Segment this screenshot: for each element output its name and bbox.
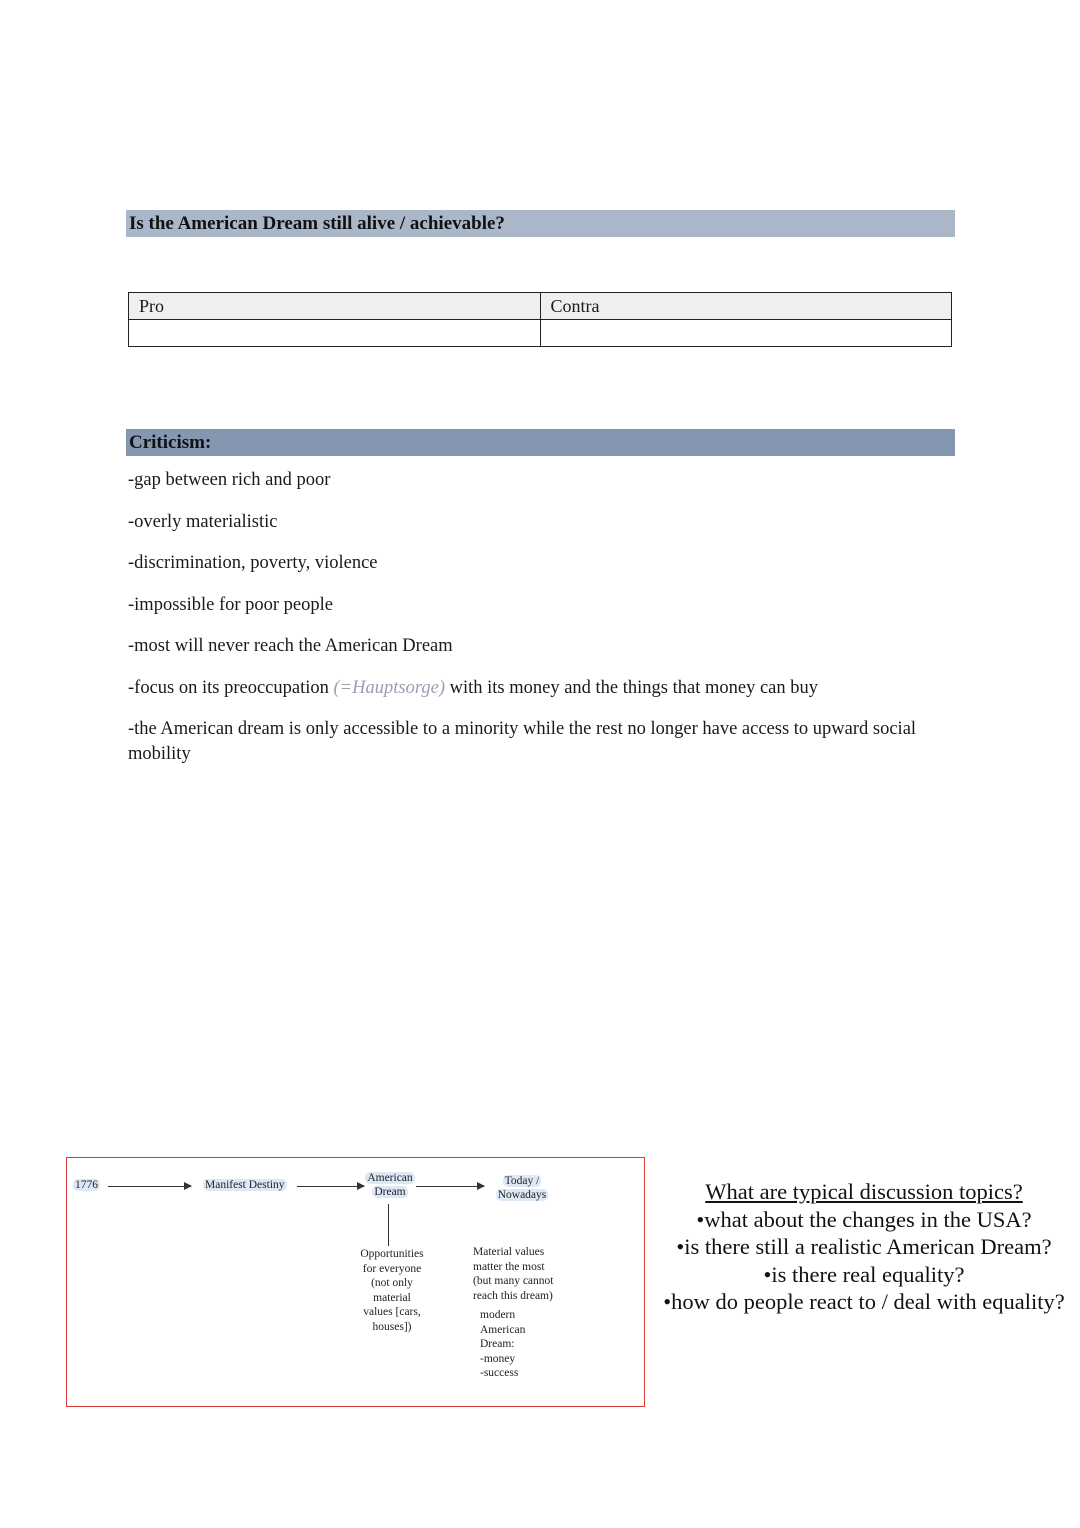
list-item: •is there still a realistic American Dream?: [676, 1234, 1052, 1259]
list-item: •what about the changes in the USA?: [696, 1206, 1032, 1232]
list-item: -the American dream is only accessible to a minority while the rest no longer have access to upward social mobility: [128, 719, 917, 764]
list-item: -discrimination, poverty, violence: [128, 553, 378, 573]
contra-cell: [540, 320, 952, 347]
opportunities-note: Opportunities for everyone (not only material values [cars, houses]): [360, 1248, 424, 1333]
list-item: -impossible for poor people: [128, 594, 333, 615]
list-item: [128, 676, 948, 701]
modern-dream-note: modern American Dream: -money -success: [480, 1309, 526, 1379]
discussion-topics: [656, 1178, 1072, 1316]
pro-contra-table: [128, 292, 952, 347]
list-item: •is there real equality?: [763, 1261, 965, 1287]
gloss-translation: (=Hauptsorge): [333, 677, 445, 698]
arrow-right-icon: [416, 1186, 484, 1187]
focus-text-before: -focus on its preoccupation: [128, 677, 334, 698]
criticism-list: [128, 468, 948, 784]
contra-header: Contra: [540, 293, 952, 320]
timeline-manifest-destiny: Manifest Destiny: [205, 1179, 285, 1191]
list-item: -gap between rich and poor: [128, 470, 331, 490]
timeline-diagram: [66, 1157, 645, 1407]
criticism-heading: Criticism:: [126, 429, 955, 456]
list-item: -overly materialistic: [128, 511, 278, 532]
discussion-title: What are typical discussion topics?: [705, 1179, 1023, 1204]
focus-text-after: with its money and the things that money can buy: [444, 677, 819, 698]
arrow-right-icon: [108, 1186, 191, 1187]
pro-cell: [129, 320, 541, 347]
arrow-right-icon: [297, 1186, 364, 1187]
material-values-note: Material values matter the most (but many cannot reach this dream): [473, 1246, 554, 1302]
list-item: •how do people react to / deal with equality?: [663, 1289, 1065, 1314]
connector-line: [388, 1204, 389, 1246]
timeline-american-dream: American Dream: [367, 1172, 413, 1198]
question-heading: Is the American Dream still alive / achievable?: [126, 210, 955, 237]
timeline-year: 1776: [75, 1179, 98, 1191]
list-item: -most will never reach the American Dream: [128, 636, 453, 656]
timeline-today: Today / Nowadays: [497, 1175, 547, 1201]
pro-header: Pro: [129, 293, 541, 320]
